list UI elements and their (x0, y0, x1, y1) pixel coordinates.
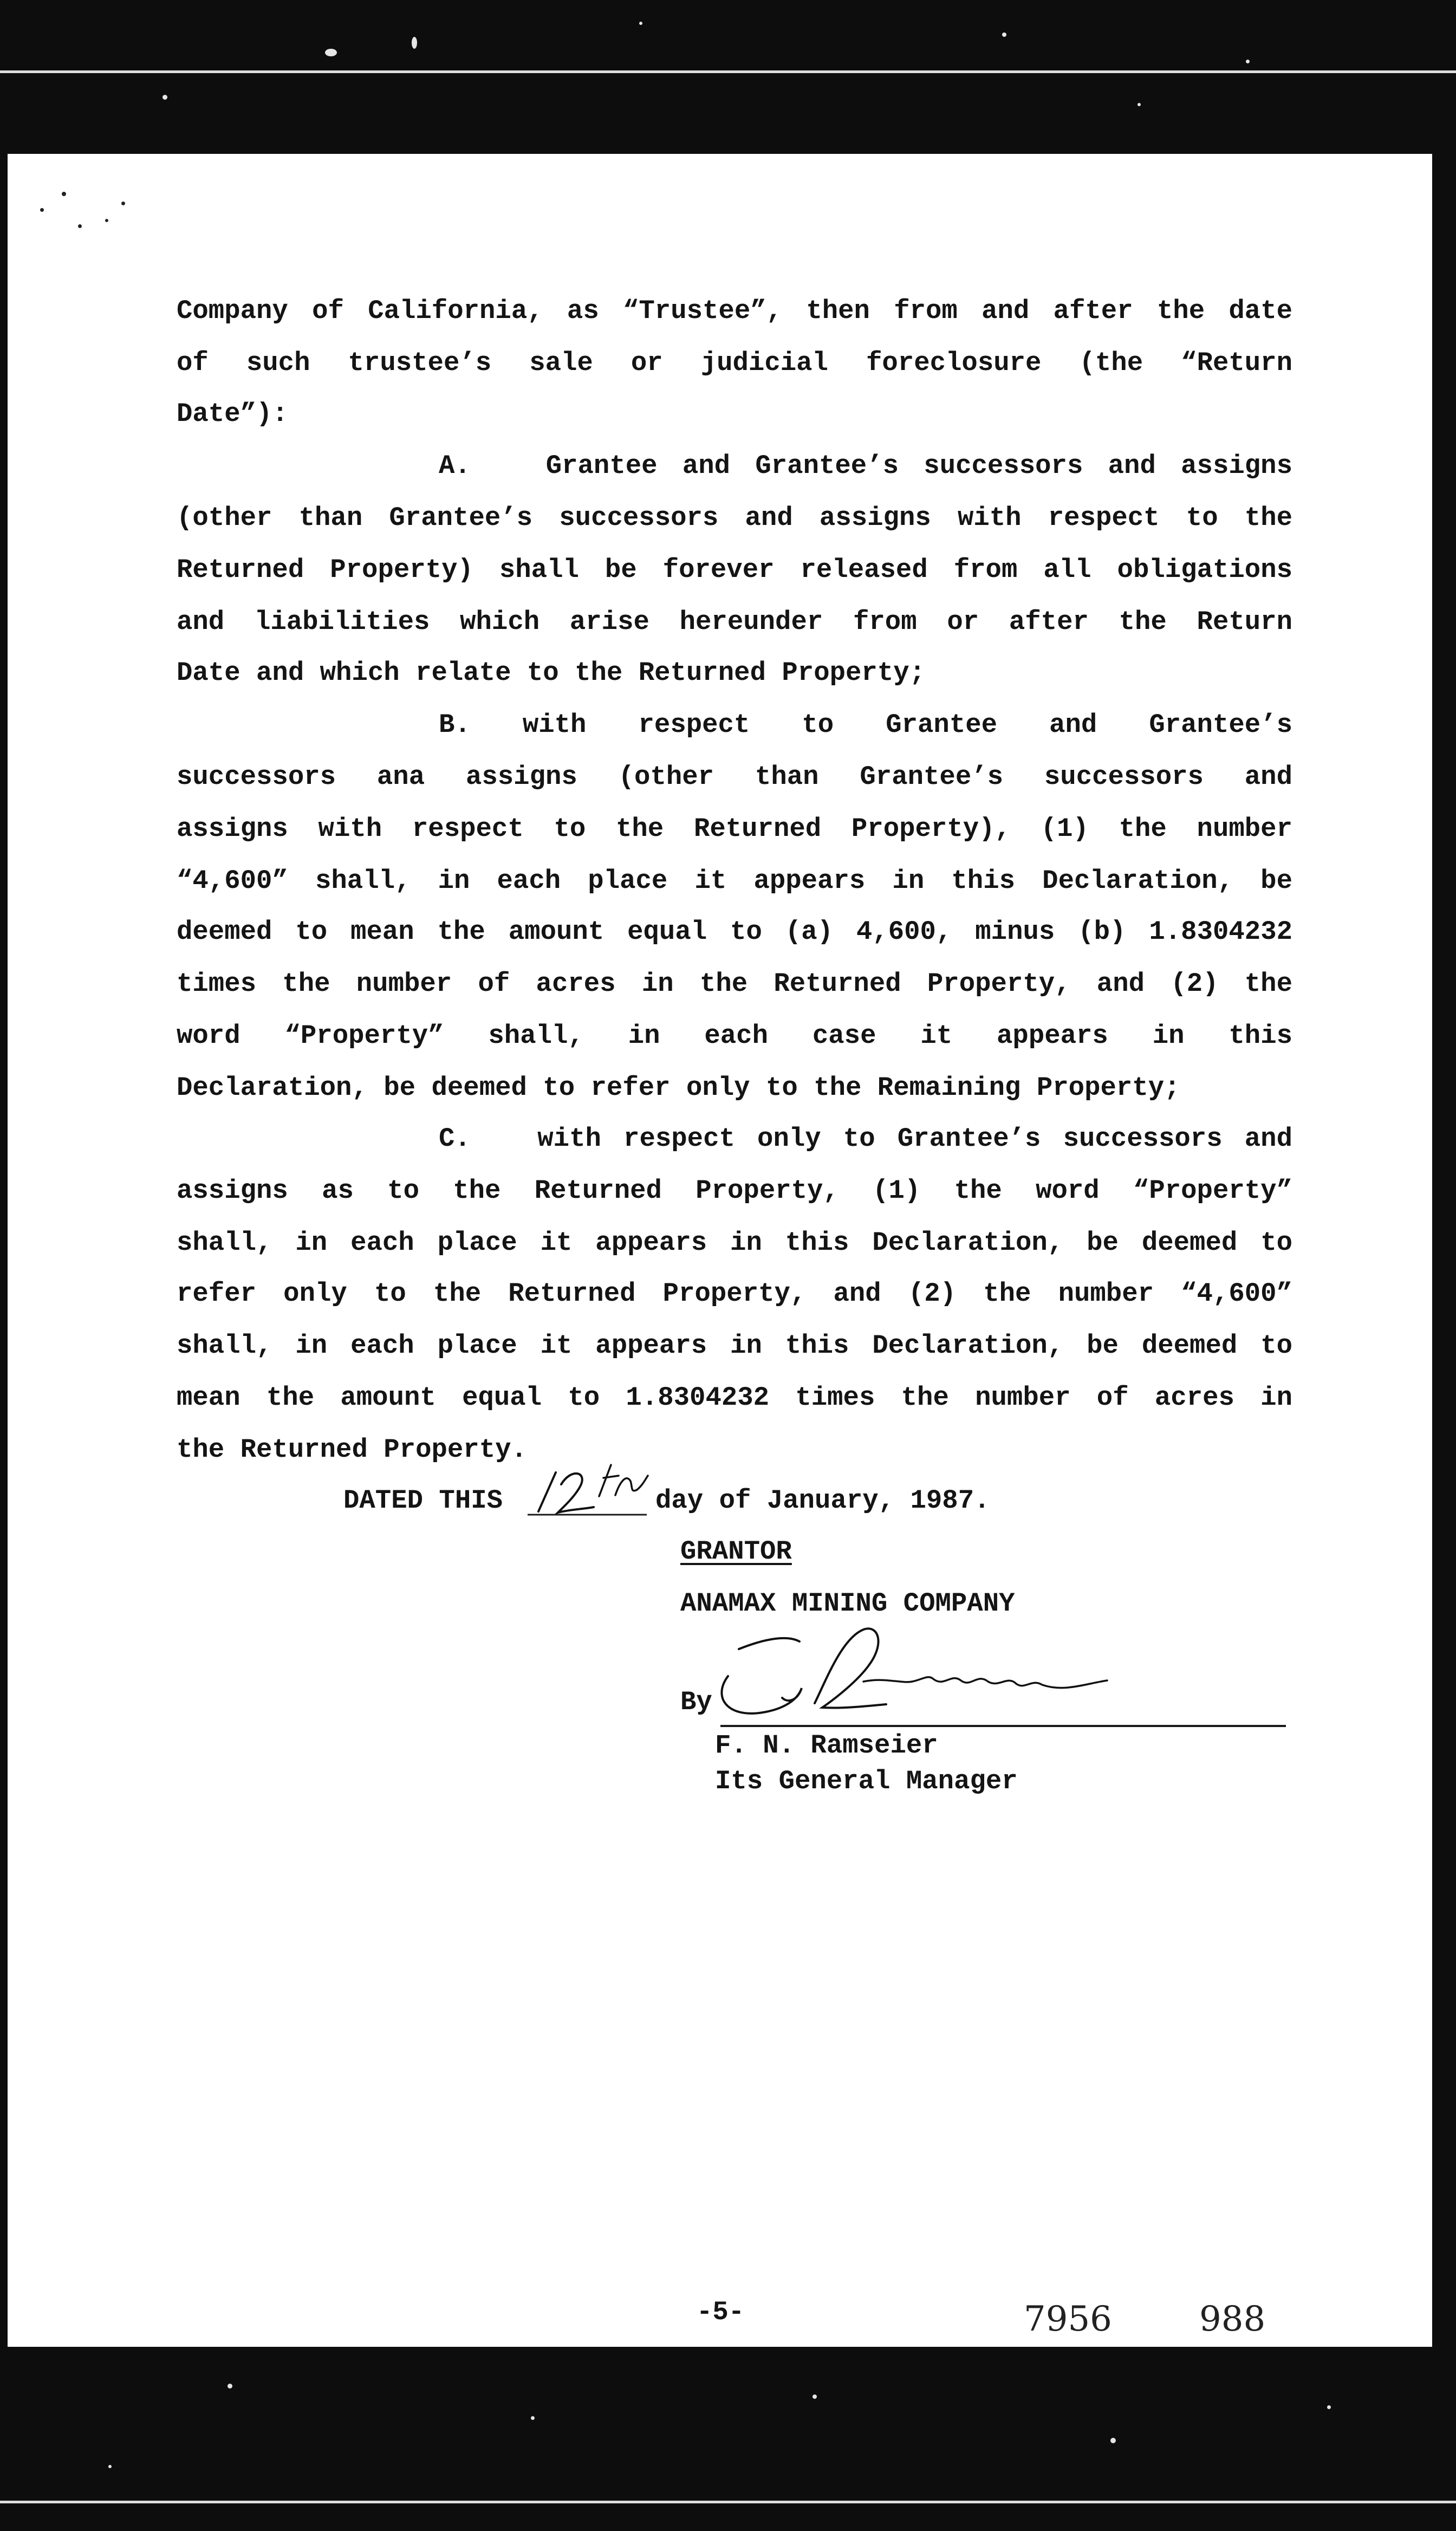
signer-title: Its General Manager (715, 1766, 1018, 1796)
text-line: Declaration, be deemed to refer only to the Remaining Property; (177, 1073, 1180, 1103)
document-page (8, 154, 1432, 2347)
by-label: By (680, 1687, 712, 1717)
text-line: assigns as to the Returned Property, (1) the word “Property” (177, 1176, 1292, 1206)
text-line: of such trustee’s sale or judicial foreclosure (the “Return (177, 348, 1292, 378)
text-line: Date”): (177, 399, 288, 429)
text-line: A. Grantee and Grantee’s successors and assigns (439, 451, 1292, 481)
text-line: word “Property” shall, in each case it appears in this (177, 1021, 1292, 1051)
text-line: mean the amount equal to 1.8304232 times the number of acres in (177, 1383, 1292, 1413)
text-line: deemed to mean the amount equal to (a) 4,600, minus (b) 1.8304232 (177, 917, 1292, 947)
text-line: the Returned Property. (177, 1435, 527, 1465)
text-line: Company of California, as “Trustee”, then from and after the date (177, 296, 1292, 326)
recording-stamp-left: 7956 (1024, 2299, 1112, 2339)
grantor-heading: GRANTOR (680, 1536, 792, 1567)
recording-stamp-right: 988 (1199, 2299, 1266, 2339)
text-line: times the number of acres in the Returned Property, and (2) the (177, 969, 1292, 999)
text-line: (other than Grantee’s successors and assigns with respect to the (177, 503, 1292, 533)
text-line: C. with respect only to Grantee’s successors and (439, 1124, 1292, 1154)
text-line: shall, in each place it appears in this Declaration, be deemed to (177, 1228, 1292, 1258)
text-line: shall, in each place it appears in this Declaration, be deemed to (177, 1331, 1292, 1361)
signer-name: F. N. Ramseier (715, 1730, 938, 1761)
text-line: refer only to the Returned Property, and (2) the number “4,600” (177, 1279, 1292, 1309)
handwritten-signature (706, 1617, 1118, 1730)
text-line: and liabilities which arise hereunder from or after the Return (177, 607, 1292, 637)
text-line: B. with respect to Grantee and Grantee’s (439, 710, 1292, 740)
text-line: successors ana assigns (other than Grantee’s successors and (177, 762, 1292, 792)
dated-suffix: day of January, 1987. (655, 1485, 990, 1516)
text-line: assigns with respect to the Returned Property), (1) the number (177, 814, 1292, 844)
text-line: Returned Property) shall be forever released from all obligations (177, 555, 1292, 585)
dated-prefix: DATED THIS (343, 1485, 503, 1516)
page-number: -5- (697, 2297, 745, 2327)
handwritten-day (522, 1457, 654, 1521)
text-line: Date and which relate to the Returned Property; (177, 658, 926, 688)
company-name: ANAMAX MINING COMPANY (680, 1588, 1015, 1619)
text-line: “4,600” shall, in each place it appears in this Declaration, be (177, 866, 1292, 896)
